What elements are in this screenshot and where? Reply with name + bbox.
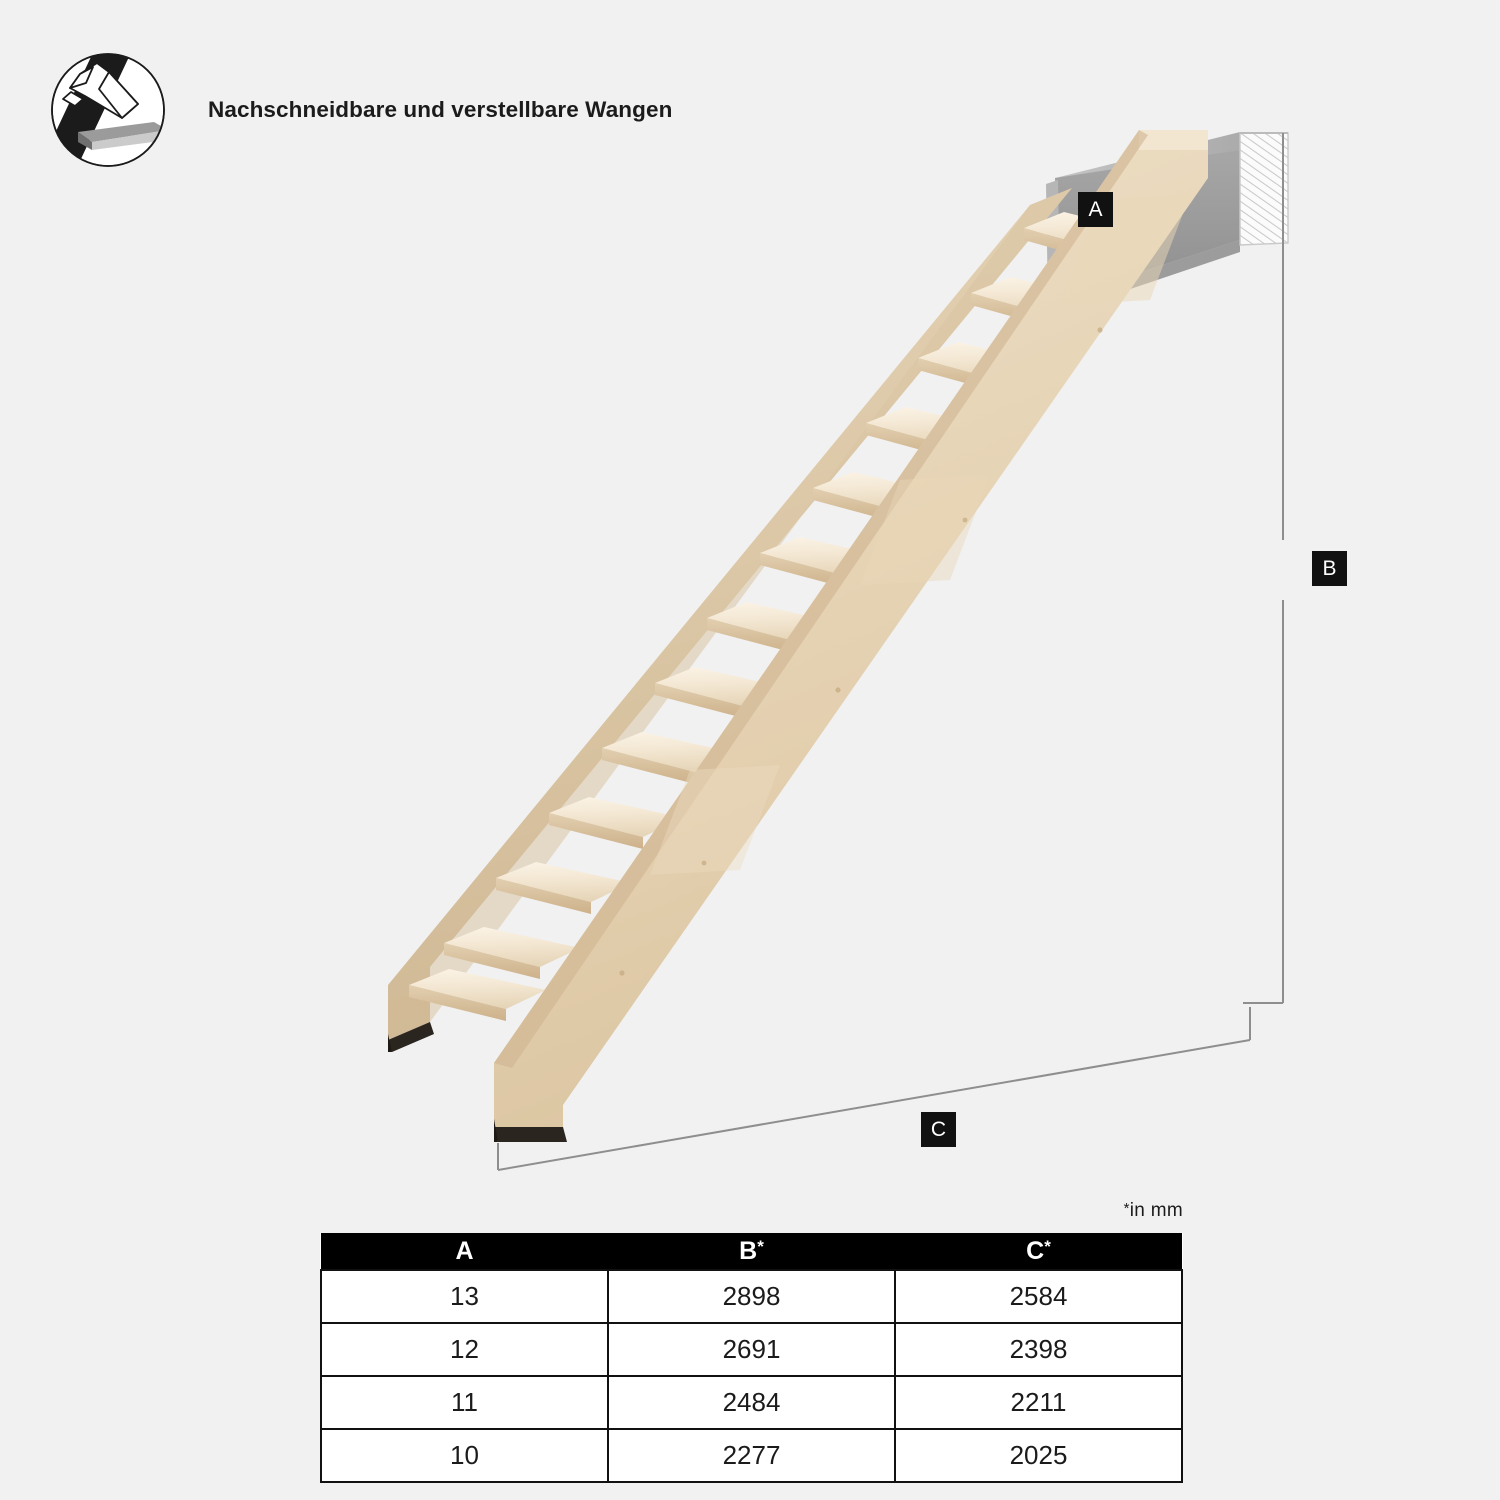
dimension-badge-b: B <box>1312 551 1347 586</box>
cell-a: 10 <box>321 1429 608 1482</box>
cell-c: 2584 <box>895 1270 1182 1323</box>
cell-b: 2898 <box>608 1270 895 1323</box>
table-header-c: C* <box>895 1233 1182 1270</box>
specification-table <box>320 1233 1183 1483</box>
unit-note <box>1124 1200 1183 1222</box>
table-header-b: B* <box>608 1233 895 1270</box>
table-row <box>321 1270 1182 1323</box>
unit-note-text: in mm <box>1129 1200 1183 1221</box>
cell-b: 2691 <box>608 1323 895 1376</box>
dimension-badge-a: A <box>1078 192 1113 227</box>
dimension-badge-c: C <box>921 1112 956 1147</box>
table-header-row <box>321 1233 1182 1270</box>
stringer-front <box>494 130 1208 1142</box>
cell-a: 13 <box>321 1270 608 1323</box>
cell-b: 2484 <box>608 1376 895 1429</box>
table-row <box>321 1429 1182 1482</box>
table-row <box>321 1323 1182 1376</box>
unit-note-star: * <box>1123 1200 1130 1217</box>
table-row <box>321 1376 1182 1429</box>
cell-c: 2398 <box>895 1323 1182 1376</box>
cell-a: 11 <box>321 1376 608 1429</box>
cell-c: 2211 <box>895 1376 1182 1429</box>
feature-title: Nachschneidbare und verstellbare Wangen <box>208 97 673 122</box>
wall-hatch-block <box>1240 133 1288 245</box>
table-header-a: A <box>321 1233 608 1270</box>
cell-b: 2277 <box>608 1429 895 1482</box>
cell-c: 2025 <box>895 1429 1182 1482</box>
cell-a: 12 <box>321 1323 608 1376</box>
